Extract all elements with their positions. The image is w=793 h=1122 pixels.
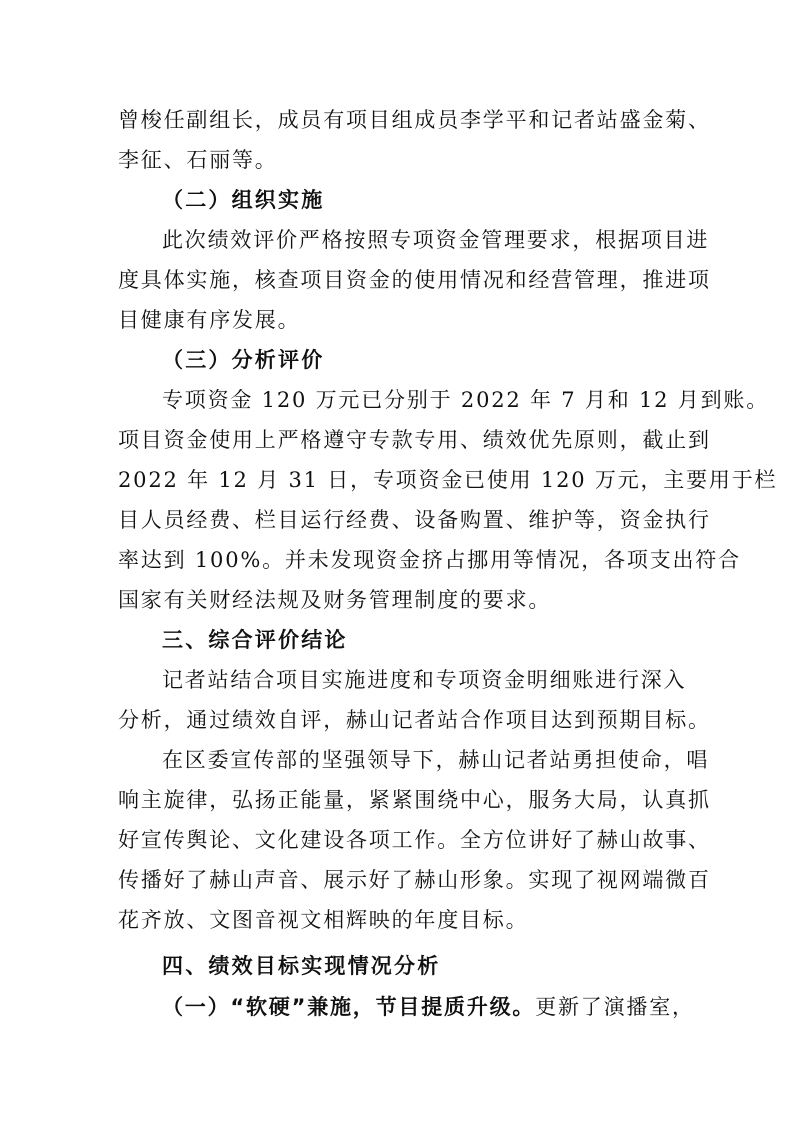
paragraph-line: 记者站结合项目实施进度和专项资金明细账进行深入	[162, 668, 687, 692]
paragraph-line: 专项资金 120 万元已分别于 2022 年 7 月和 12 月到账。	[162, 388, 770, 412]
paragraph-line: 李征、石丽等。	[118, 148, 278, 172]
inline-bold-heading: （一）“软硬”兼施，节目提质升级。	[162, 995, 536, 1019]
paragraph-line: 此次绩效评价严格按照专项资金管理要求，根据项目进	[162, 228, 710, 252]
inline-text: 更新了演播室，	[535, 995, 695, 1019]
paragraph-line: 分析，通过绩效自评，赫山记者站合作项目达到预期目标。	[118, 708, 711, 732]
paragraph-line: 花齐放、文图音视文相辉映的年度目标。	[118, 908, 529, 932]
paragraph-line: 率达到 100%。并未发现资金挤占挪用等情况，各项支出符合	[118, 548, 741, 572]
paragraph-line: 目人员经费、栏目运行经费、设备购置、维护等，资金执行	[118, 508, 711, 532]
paragraph-line: 项目资金使用上严格遵守专款专用、绩效优先原则，截止到	[118, 428, 711, 452]
paragraph-line: 在区委宣传部的坚强领导下，赫山记者站勇担使命，唱	[162, 748, 710, 772]
paragraph-line: 响主旋律，弘扬正能量，紧紧围绕中心，服务大局，认真抓	[118, 788, 711, 812]
subheading-organization: （二）组织实施	[162, 188, 325, 212]
subheading-analysis: （三）分析评价	[162, 348, 325, 372]
paragraph-line: 度具体实施，核查项目资金的使用情况和经营管理，推进项	[118, 268, 711, 292]
section-heading-goals: 四、绩效目标实现情况分析	[162, 954, 441, 978]
paragraph-line: 传播好了赫山声音、展示好了赫山形象。实现了视网端微百	[118, 868, 711, 892]
paragraph-line: 好宣传舆论、文化建设各项工作。全方位讲好了赫山故事、	[118, 828, 711, 852]
section-heading-conclusion: 三、综合评价结论	[162, 628, 348, 652]
paragraph-line: 目健康有序发展。	[118, 308, 301, 332]
paragraph-line: 国家有关财经法规及财务管理制度的要求。	[118, 588, 552, 612]
paragraph-line: 2022 年 12 月 31 日，专项资金已使用 120 万元，主要用于栏	[118, 468, 778, 492]
paragraph-line	[162, 993, 695, 1021]
paragraph-line: 曾梭任副组长，成员有项目组成员李学平和记者站盛金菊、	[118, 108, 711, 132]
